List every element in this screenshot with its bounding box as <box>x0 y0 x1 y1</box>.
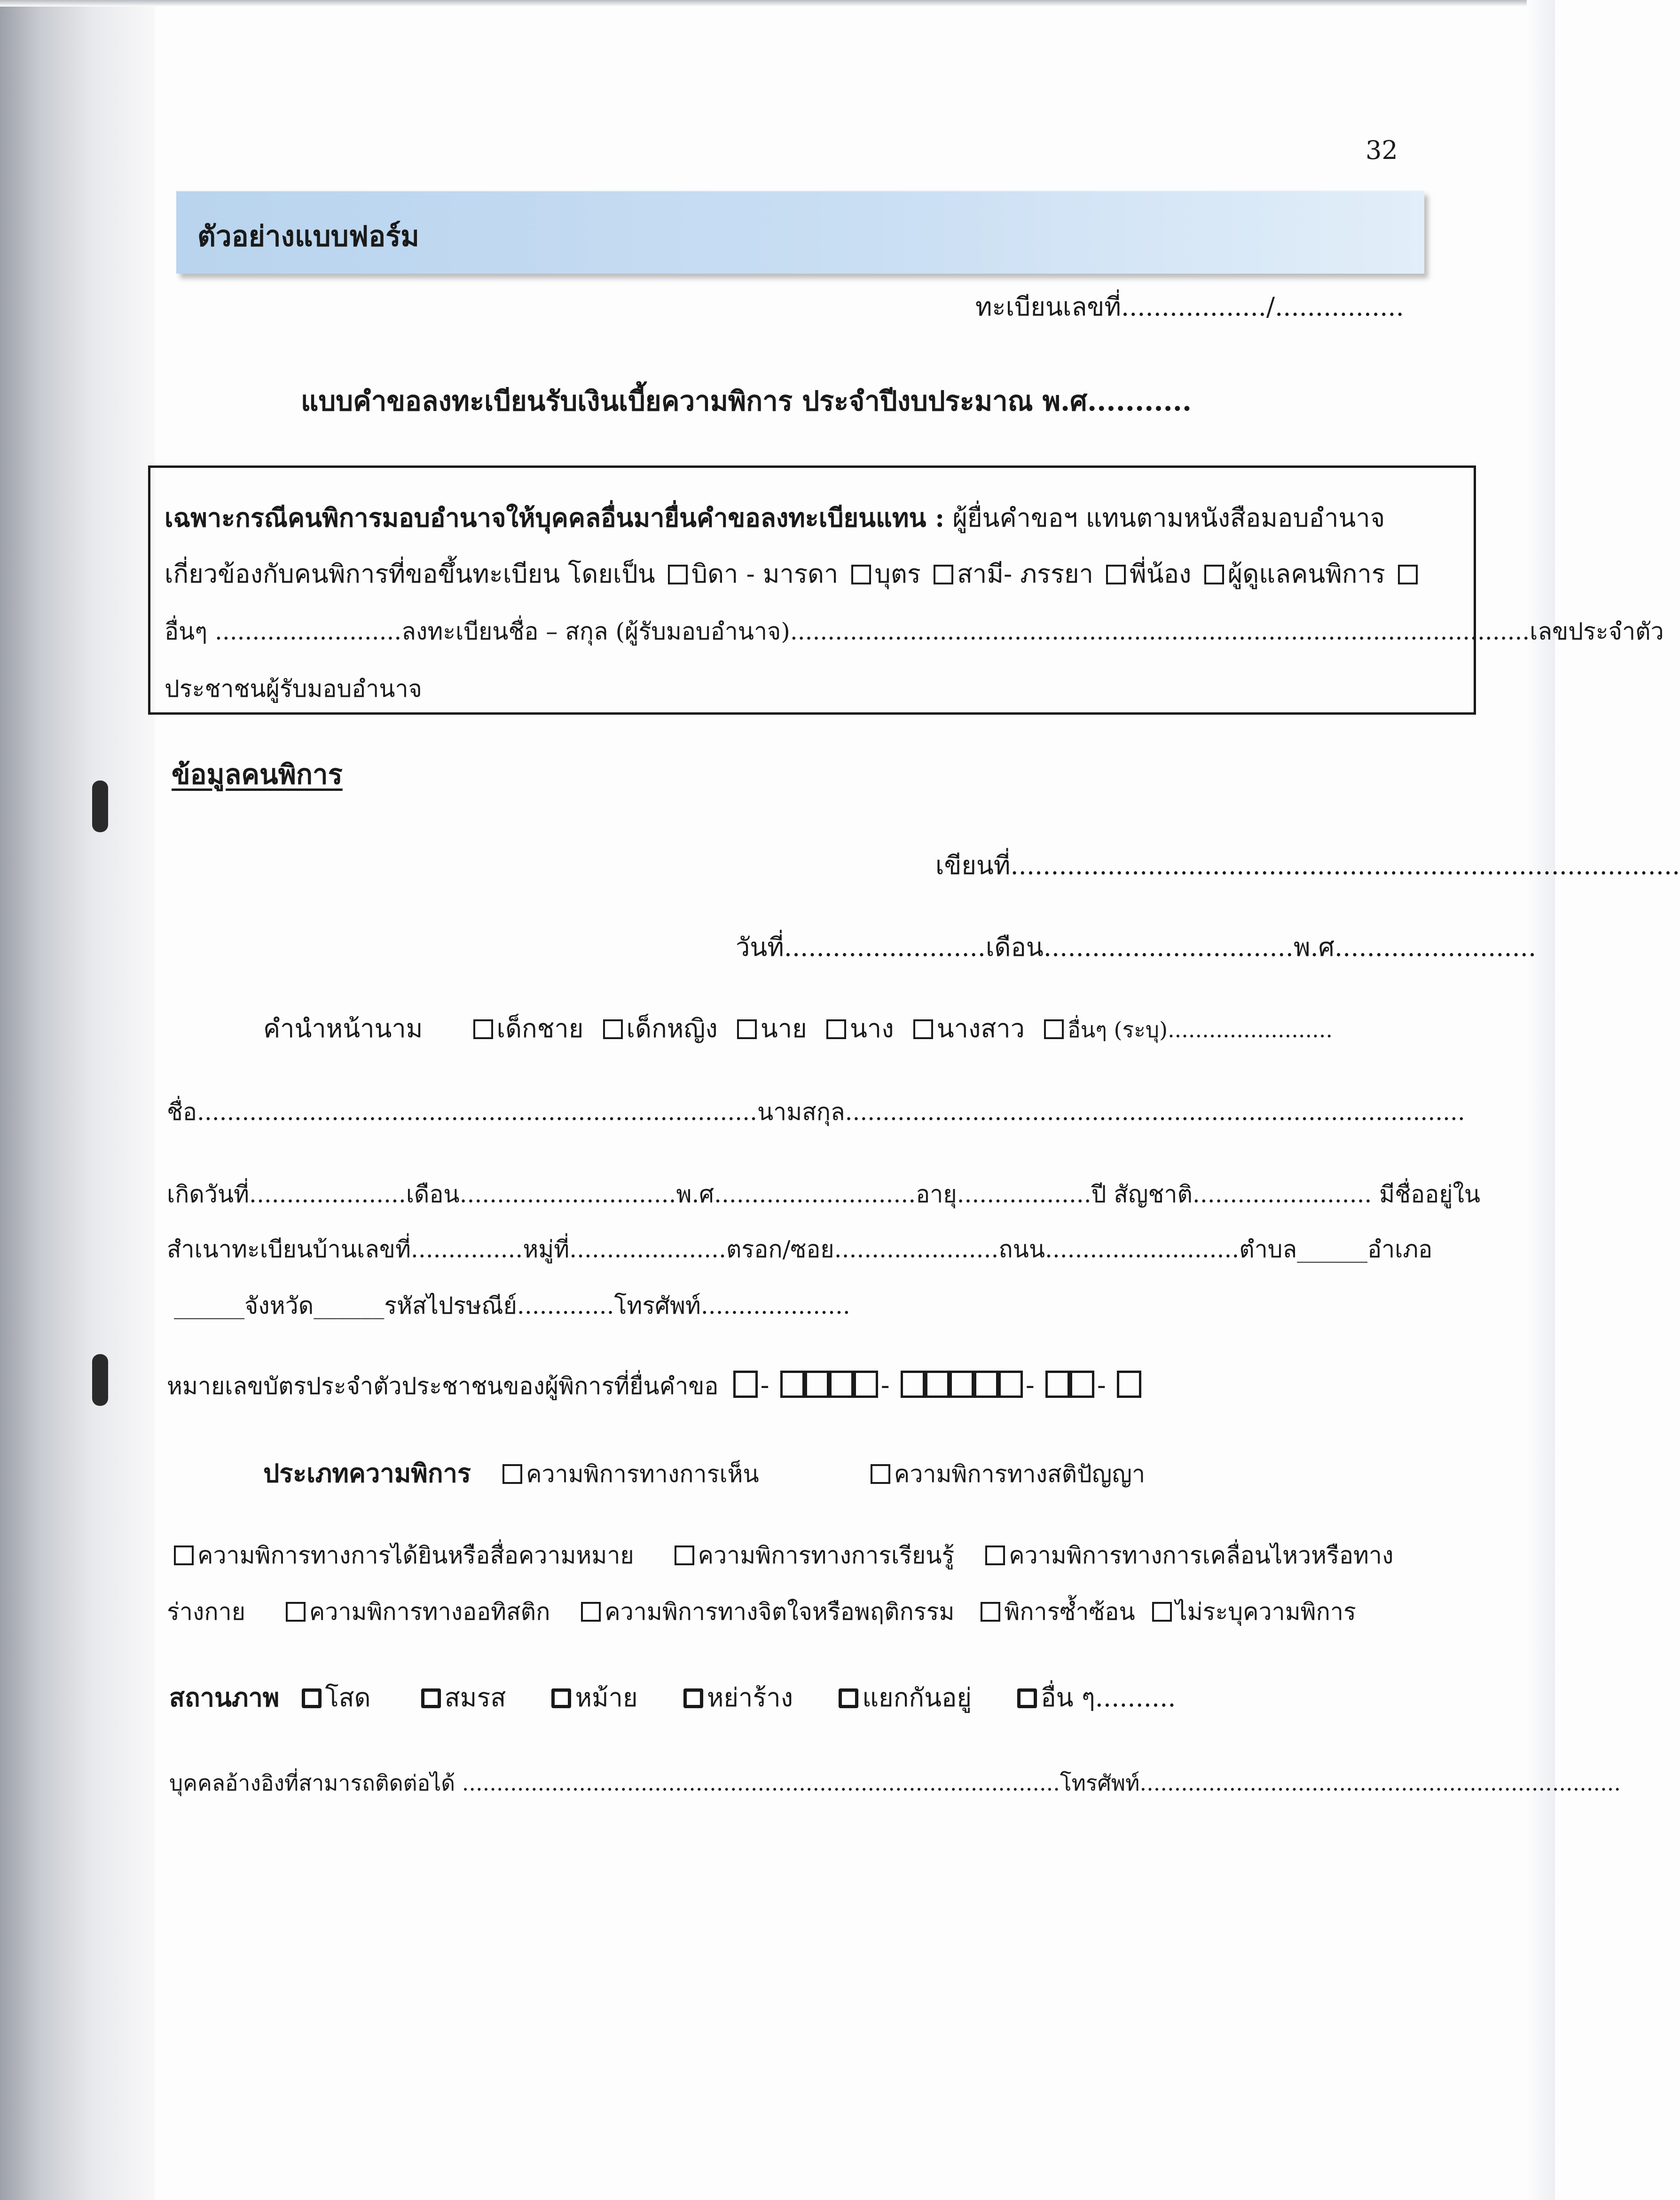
checkbox[interactable] <box>1398 565 1418 584</box>
book-spine-shadow <box>0 0 155 2200</box>
checkbox[interactable] <box>981 1602 1000 1622</box>
form-title: แบบคำขอลงทะเบียนรับเงินเบี้ยความพิการ ประจำปีงบประมาณ พ.ศ........... <box>301 385 1192 417</box>
option-label: แยกกันอยู่ <box>862 1683 972 1712</box>
option-label: หย่าร้าง <box>707 1683 793 1712</box>
disability-row-3-lead: ร่างกาย <box>167 1598 245 1625</box>
option-label: นาย <box>760 1014 807 1043</box>
checkbox[interactable] <box>581 1602 601 1622</box>
banner-title: ตัวอย่างแบบฟอร์ม <box>197 220 419 253</box>
page-top-edge <box>0 0 1555 7</box>
option-label: โสด <box>325 1683 371 1712</box>
proxy-line-2 <box>165 558 1421 591</box>
option-label: สมรส <box>444 1683 506 1712</box>
checkbox[interactable] <box>985 1546 1005 1565</box>
address-field-1[interactable]: สำเนาทะเบียนบ้านเลขที่...............หมู่ที่.....................ตรอก/ซอย......................ถนน..........................ตำบล______อำเภอ <box>167 1236 1433 1263</box>
option-label: ความพิการทางการได้ยินหรือสื่อความหมาย <box>197 1542 634 1569</box>
proxy-name-field[interactable]: อื่นๆ .........................ลงทะเบียนชื่อ – สกุล (ผู้รับมอบอำนาจ)...................................................................................................เลขประจำตัว <box>165 618 1664 645</box>
option-label: สามี- ภรรยา <box>957 559 1093 589</box>
checkbox[interactable] <box>675 1546 694 1565</box>
checkbox[interactable] <box>1044 1019 1064 1039</box>
checkbox[interactable] <box>871 1464 890 1484</box>
checkbox[interactable] <box>603 1019 623 1039</box>
checkbox[interactable] <box>174 1546 194 1565</box>
option-label: ความพิการทางสติปัญญา <box>894 1460 1146 1488</box>
section-banner <box>176 190 1424 274</box>
page-number: 32 <box>1366 135 1398 165</box>
checkbox[interactable] <box>1017 1688 1037 1708</box>
checkbox[interactable] <box>286 1602 306 1622</box>
address-field-2[interactable]: ______จังหวัด______รหัสไปรษณีย์.............โทรศัพท์.................... <box>174 1292 850 1319</box>
disability-row-3 <box>167 1595 1356 1628</box>
option-label: นาง <box>849 1014 894 1043</box>
checkbox[interactable] <box>934 565 953 584</box>
option-label: หม้าย <box>575 1683 638 1712</box>
registration-number-field[interactable]: ทะเบียนเลขที่................../................ <box>975 292 1404 322</box>
option-label: อื่น ๆ.......... <box>1041 1683 1176 1712</box>
id-card-label: หมายเลขบัตรประจำตัวประชาชนของผู้พิการที่ยื่นคำขอ <box>167 1372 719 1400</box>
option-label: เด็กชาย <box>496 1014 584 1043</box>
checkbox[interactable] <box>1152 1602 1172 1622</box>
checkbox[interactable] <box>839 1688 858 1708</box>
option-label: เด็กหญิง <box>626 1014 718 1043</box>
section-title: ข้อมูลคนพิการ <box>172 758 343 790</box>
option-label: ความพิการทางจิตใจหรือพฤติกรรม <box>604 1598 955 1625</box>
checkbox[interactable] <box>502 1464 522 1484</box>
disability-row-2 <box>174 1539 1393 1572</box>
proxy-relation-lead: เกี่ยวข้องกับคนพิการที่ขอขึ้นทะเบียน โดยเป็น <box>165 559 655 589</box>
birth-field[interactable]: เกิดวันที่.....................เดือน.............................พ.ศ...........................อายุ..................ปี สัญชาติ........................ มีชื่ออยู่ใน <box>167 1181 1481 1208</box>
proxy-line-1 <box>165 501 1385 535</box>
reference-contact-field[interactable]: บุคคลอ้างอิงที่สามารถติดต่อได้ .......................................................................................โทรศัพท์...................................................................... <box>169 1770 1621 1796</box>
prefix-label: คำนำหน้านาม <box>263 1014 423 1043</box>
option-label: อื่นๆ (ระบุ)........................ <box>1068 1017 1333 1042</box>
option-label: พิการซ้ำซ้อน <box>1004 1598 1135 1625</box>
proxy-heading: เฉพาะกรณีคนพิการมอบอำนาจให้บุคคลอื่นมายื่นคำขอลงทะเบียนแทน : <box>165 503 945 533</box>
checkbox[interactable] <box>1106 565 1126 584</box>
checkbox[interactable] <box>737 1019 757 1039</box>
name-field[interactable]: ชื่อ...........................................................................นามสกุล................................................................................... <box>167 1098 1465 1126</box>
option-label: บิดา - มารดา <box>691 559 839 589</box>
checkbox[interactable] <box>473 1019 493 1039</box>
written-at-field[interactable]: เขียนที่................................................................................... <box>935 851 1680 880</box>
checkbox[interactable] <box>683 1688 703 1708</box>
checkbox[interactable] <box>826 1019 846 1039</box>
disability-label: ประเภทความพิการ <box>263 1458 471 1488</box>
option-label: ความพิการทางออทิสติก <box>309 1598 550 1625</box>
option-label: ผู้ดูแลคนพิการ <box>1227 559 1385 589</box>
option-label: นางสาว <box>936 1014 1025 1043</box>
disability-row-1 <box>263 1457 1145 1490</box>
marital-status-row <box>169 1681 1176 1714</box>
checkbox[interactable] <box>421 1688 441 1708</box>
checkbox[interactable] <box>851 565 871 584</box>
option-label: บุตร <box>874 559 921 589</box>
prefix-row <box>263 1012 1333 1046</box>
date-field[interactable]: วันที่.........................เดือน...............................พ.ศ......................... <box>736 932 1537 962</box>
checkbox[interactable] <box>302 1688 322 1708</box>
option-label: ความพิการทางการเรียนรู้ <box>698 1542 955 1569</box>
checkbox[interactable] <box>668 565 688 584</box>
option-label: ความพิการทางการเคลื่อนไหวหรือทาง <box>1009 1542 1394 1569</box>
checkbox[interactable] <box>1204 565 1224 584</box>
checkbox[interactable] <box>551 1688 571 1708</box>
option-label: ไม่ระบุความพิการ <box>1175 1598 1356 1625</box>
id-card-row <box>167 1369 1141 1403</box>
binding-hole <box>92 781 108 832</box>
proxy-id-label: ประชาชนผู้รับมอบอำนาจ <box>165 675 422 702</box>
marital-label: สถานภาพ <box>169 1682 280 1712</box>
id-digit-boxes[interactable]: - - - - <box>733 1371 1141 1400</box>
proxy-heading-rest: ผู้ยื่นคำขอฯ แทนตามหนังสือมอบอำนาจ <box>952 503 1385 533</box>
option-label: ความพิการทางการเห็น <box>526 1460 759 1488</box>
option-label: พี่น้อง <box>1130 559 1192 589</box>
checkbox[interactable] <box>913 1019 933 1039</box>
page-right-edge <box>1527 0 1555 2200</box>
binding-hole <box>92 1354 108 1406</box>
